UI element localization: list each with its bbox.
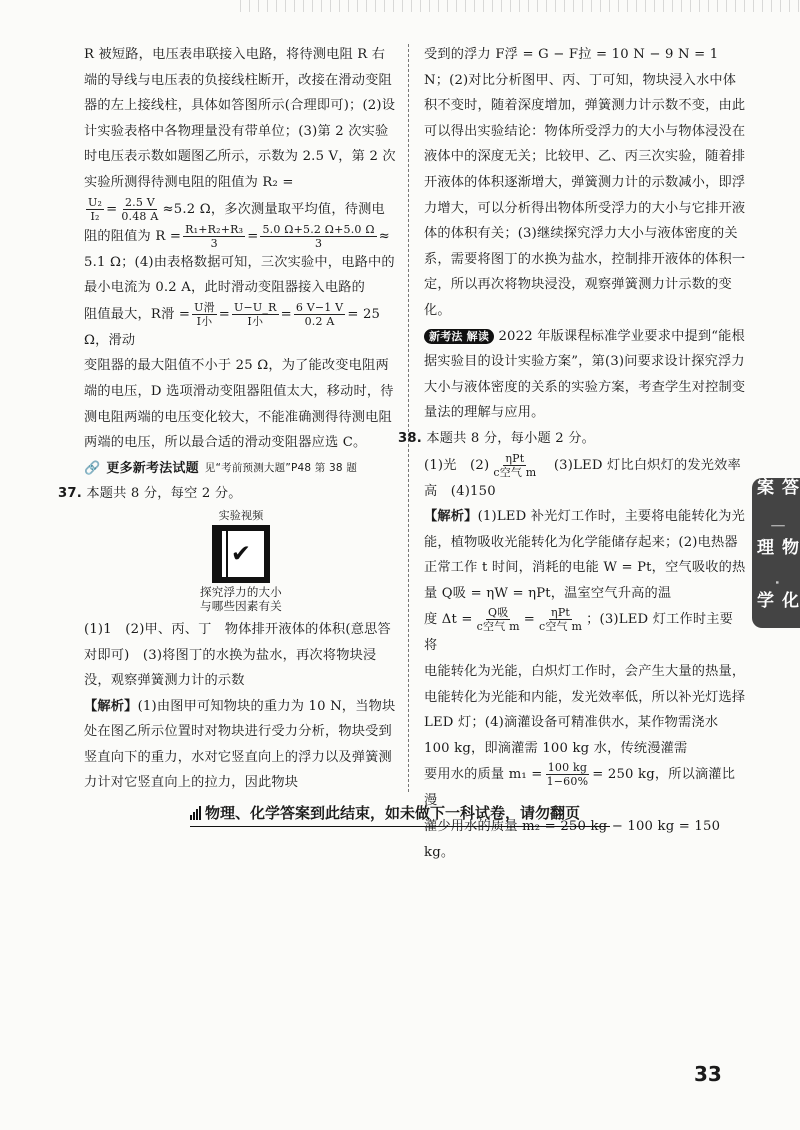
fraction-eta-pt: $\frac{\text{ηPt}}{\text{c空气 m}}$ [493,451,537,479]
more-questions-label: 更多新考法试题 [106,460,199,476]
fraction-r-values: $\frac{5.0 \Omega+5.2 \Omega+5.0 \Omega}{3}$ [262,222,375,250]
left-para-4: 5.1 Ω；(4)由表格数据可知，三次实验中，电路中的最小电流为 0.2 A，此时滑动变阻器接入电路的 [84,254,395,296]
new-method-badge: 新考法 解读 [424,329,494,344]
q37-heading [58,481,396,507]
q38-last-line: 灌少用水的质量 m₂ = 250 kg − 100 kg = 150 kg。 [424,819,721,860]
left-para-6: 变阻器的最大阻值不小于 25 Ω，为了能改变电阻两端的电压，D 选项滑动变阻器阻值太大，移动时，待测电阻两端的电压变化较大，不能准确测得待测电阻两端的电压，所以最合适的滑动变阻器应选 C。 [84,358,394,451]
more-questions-ref: 见“考前预测大题”P48 第 38 题 [204,461,358,474]
qr-code-icon[interactable] [212,525,270,583]
qr-title: 实验视频 [218,508,264,522]
side-tab-answer: 答案 [753,478,798,497]
q38-heading [398,426,746,452]
q37-number: 37. [58,486,82,502]
q38-formula-mass: 要用水的质量 m₁ = $\frac{100 kg}{1-60\%}$ = 250 kg，所以滴灌比漫 [424,761,736,809]
side-tab-chemistry: 化学 [753,590,798,610]
scan-edge-marks [240,0,800,12]
right-para-1: 受到的浮力 F浮 = G − F拉 = 10 N − 9 N = 1 N；(2)对比分析图甲、丙、丁可知，物块浸入水中体积不变时，随着深度增加，弹簧测力计示数不变，由此可以得出实验结论：物体所受浮力的大小与物体浸没在液体中的深度无关；比较甲、乙、丙三次实验，随着排开液体的体积逐渐增大，弹簧测力计的示数减小，即浮力增大，可以分析得出物体所受浮力的大小与它排开液体的体积有关；(3)继续探究浮力大小与液体密度的关系，需要将图丁的水换为盐水，控制排开液体的体积一定，所以再次将物块浸没，观察弹簧测力计示数的变化。 [424,47,746,318]
q38-analysis-1: 【解析】(1)LED 补光灯工作时，主要将电能转化为光能，植物吸收光能转化为化学能储存起来；(2)电热器正常工作 t 时间，消耗的电能 W = Pt，空气吸收的热量 Q吸 = ηW = ηPt，温室空气升高的温 [424,509,746,601]
fraction-values: $\frac{2.5 V}{0.48 A}$ [121,195,159,223]
new-method-note: 新考法 解读 2022 年版课程标准学业要求中提到“能根据实验目的设计实验方案”，第(3)问要求设计探究浮力大小与液体密度的关系的实验方案，考查学生对控制变量法的理解与应用。 [424,328,746,421]
q37-analysis: 【解析】(1)由图甲可知物块的重力为 10 N，当物块处在图乙所示位置时对物块进行受力分析，物块受到竖直向下的重力，水对它竖直向上的浮力以及弹簧测力计对它竖直向上的拉力，因此物块 [84,698,396,791]
fraction-slide-values: $\frac{6 V-1 V}{0.2 A}$ [295,300,344,328]
qr-video-block[interactable] [176,509,306,613]
qr-caption-line-2: 与哪些因素有关 [200,598,282,613]
fraction-u2-i2: $\frac{\text{U₂}}{\text{I₂}}$ [88,195,103,223]
subject-side-tab [752,478,800,628]
q38-analysis-2: 电能转化为光能，白炽灯工作时，会产生大量的热量，电能转化为光能和内能，发光效率低，所以补光灯选择 LED 灯；(4)滴灌设备可精准供水，某作物需浇水 100 kg，即滴灌需 100 kg 水，传统漫灌需 [424,664,746,756]
right-column [398,42,746,865]
q38-formula-dt: 度 Δt = $\frac{\text{Q吸}}{\text{c空气 m}}$ = $\frac{\text{ηPt}}{\text{c空气 m}}$ ；(3)LED 灯工作时主要将 [424,606,734,654]
end-note-text: 物理、化学答案到此结束，如未做下一科试卷，请勿翻页 [205,804,581,822]
left-formula-rslide: 阻值最大，R滑 = $\frac{\text{U滑}}{\text{I小}}$ = $\frac{U-U\_R}{\text{I小}}$ = $\frac{6 V-1 V}{0.2 A}$ = 25 Ω，滑动 [84,300,381,348]
signal-bars-icon [190,806,201,820]
fraction-eta-pt-2: $\frac{\text{ηPt}}{\text{c空气 m}}$ [539,606,583,634]
end-of-answers-note [190,802,610,827]
side-tab-physics: 物理 [753,538,798,558]
q37-answers: (1)1 (2)甲、丙、丁 物体排开液体的体积(意思答对即可) (3)将图丁的水换为盐水，再次将物块浸没，观察弹簧测力计的示数 [84,621,391,689]
q38-number: 38. [398,430,422,446]
fraction-r-sum: $\frac{\text{R₁+R₂+R₃}}{3}$ [185,222,244,250]
q38-points: 本题共 8 分，每小题 2 分。 [426,430,595,446]
fraction-mass: $\frac{100 kg}{1-60\%}$ [546,761,589,789]
side-tab-separator: · [768,579,784,587]
left-formula-r2: $\frac{\text{U₂}}{\text{I₂}}$ = $\frac{2.5 V}{0.48 A}$ ≈5.2 Ω，多次测量取平均值，待测电 [88,195,385,223]
qr-caption-line-1: 探究浮力的大小 [200,584,282,599]
q37-points: 本题共 8 分，每空 2 分。 [86,486,242,502]
more-questions-link[interactable] [84,456,396,482]
left-column [58,42,396,796]
fraction-q-absorb: $\frac{\text{Q吸}}{\text{c空气 m}}$ [476,606,520,634]
left-formula-r-avg: 阻的阻值为 R = $\frac{\text{R₁+R₂+R₃}}{3}$ = $\frac{5.0 \Omega+5.2 \Omega+5.0 \Omega}{3}$ ≈ [84,222,390,250]
fraction-u-slide: $\frac{\text{U滑}}{\text{I小}}$ [194,300,215,328]
side-tab-separator: ｜ [768,519,784,535]
fraction-u-diff: $\frac{U-U\_R}{\text{I小}}$ [234,300,277,328]
page-number: 33 [694,1062,722,1086]
q38-answers: (1)光 (2) $\frac{\text{ηPt}}{\text{c空气 m}}$ (3)LED 灯比白炽灯的发光效率高 (4)150 [424,451,741,499]
analysis-label: 【解析】 [424,509,478,525]
left-para-1: R 被短路，电压表串联接入电路，将待测电阻 R 右端的导线与电压表的负接线柱断开，改接在滑动变阻器的左上接线柱，具体如答图所示(合理即可)；(2)设计实验表格中各物理量没有带单位；(3)第 2 次实验时电压表示数如题图乙所示，示数为 2.5 V，第 2 次实验所测得待测电阻的阻值为 R₂ = [84,47,396,190]
analysis-label: 【解析】 [84,698,138,714]
column-divider [408,44,409,792]
paperclip-icon: 🔗 [84,460,101,476]
